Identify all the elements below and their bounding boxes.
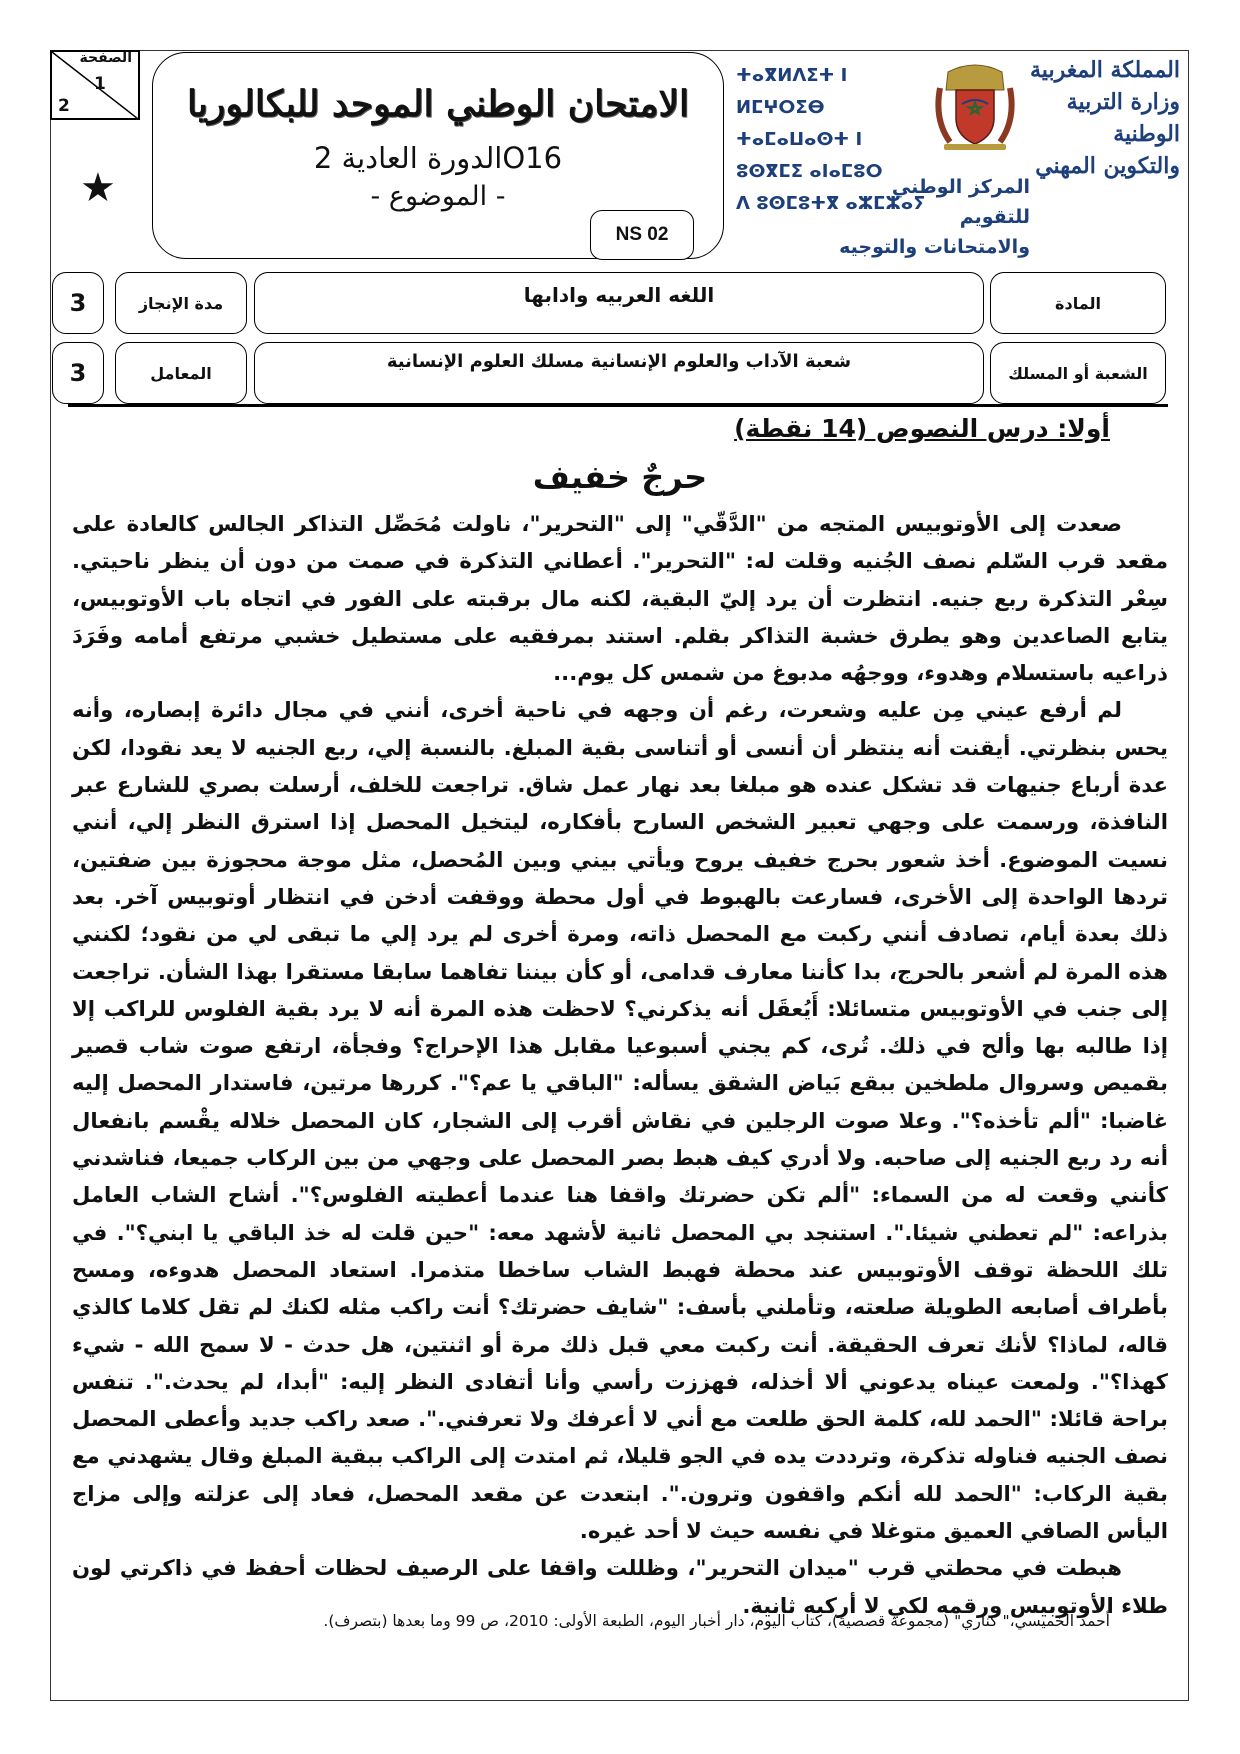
page-number: 1 bbox=[94, 74, 106, 94]
divider bbox=[68, 404, 1168, 407]
branch-value: شعبة الآداب والعلوم الإنسانية مسلك العلوم الإنسانية bbox=[254, 342, 984, 404]
tifinagh-line: ⴷ ⵓⵙⵎⵓⵜⴳ ⴰⵣⵎⵣⴰⵢ bbox=[736, 193, 926, 214]
center-name bbox=[820, 172, 1030, 262]
exam-title: الامتحان الوطني الموحد للبكالوريا bbox=[186, 83, 690, 125]
subject-label: المادة bbox=[990, 272, 1166, 334]
ministry-line: المملكة المغربية bbox=[1030, 57, 1180, 83]
center-line: المركز الوطني للتقويم bbox=[891, 176, 1030, 228]
star-icon: ★ bbox=[80, 165, 116, 211]
story-text bbox=[72, 505, 1168, 1624]
ministry-line: وزارة التربية الوطنية bbox=[1066, 89, 1180, 147]
tifinagh-line: ⵜⴰⵎⴰⵡⴰⵙⵜ ⵏ ⵓⵙⴳⵎⵉ ⴰⵏⴰⵎⵓⵔ bbox=[736, 129, 883, 182]
exam-session: الدورة العادية 2O16 bbox=[313, 141, 563, 175]
branch-label: الشعبة أو المسلك bbox=[990, 342, 1166, 404]
page-label: الصفحة bbox=[79, 50, 132, 66]
text-title: حرجٌ خفيف bbox=[532, 458, 708, 496]
source-citation: أحمد الخميسي،" كناري" (مجموعة قصصية)، كتاب اليوم، دار أخبار اليوم، الطبعة الأولى: 2010، ص 99 وما بعدها (بتصرف). bbox=[323, 1612, 1110, 1630]
coat-of-arms-icon bbox=[930, 60, 1020, 152]
ministry-name bbox=[1020, 54, 1180, 182]
page-total: 2 bbox=[58, 96, 70, 116]
exam-code: NS 02 bbox=[590, 210, 694, 260]
center-line: والامتحانات والتوجيه bbox=[839, 236, 1030, 258]
duration-label: مدة الإنجاز bbox=[115, 272, 247, 334]
duration-value: 3 bbox=[52, 272, 104, 334]
section-heading: أولا: درس النصوص (14 نقطة) bbox=[734, 414, 1110, 443]
paragraph: هبطت في محطتي قرب "ميدان التحرير"، وظللت واقفا على الرصيف لحظات أحفظ في ذاكرتي لون طلاء الأوتوبيس ورقمه لكي لا أركبه ثانية. bbox=[72, 1555, 1168, 1618]
tifinagh-line: ⵜⴰⴳⵍⴷⵉⵜ ⵏ ⵍⵎⵖⵔⵉⴱ bbox=[736, 65, 848, 118]
subject-value: اللغه العربيه وادابها bbox=[254, 272, 984, 334]
exam-subject-label: - الموضوع - bbox=[370, 181, 506, 212]
ministry-line: والتكوين المهني bbox=[1035, 153, 1180, 179]
coefficient-value: 3 bbox=[52, 342, 104, 404]
paragraph: صعدت إلى الأوتوبيس المتجه من "الدَّقّي" إلى "التحرير"، ناولت مُحَصِّل التذاكر الجالس كالعادة على مقعد قرب السّلم نصف الجُنيه وقلت له: "التحرير". أعطاني التذكرة في صمت من دون أن ينظر ناحيتي. سِعْر التذكرة ربع جنيه. انتظرت أن يرد إليّ البقية، لكنه مال برقبته على الفور في اتجاه باب الأوتوبيس، يتابع الصاعدين وهو يطرق خشبة التذاكر بقلم. استند بمرفقيه على مستطيل خشبي مرتفع أمامه وفَرَدَ ذراعيه باستسلام وهدوء، ووجهُه مدبوغ من شمس كل يوم... bbox=[72, 511, 1168, 686]
paragraph: لم أرفع عيني مِن عليه وشعرت، رغم أن وجهه في ناحية أخرى، أنني في مجال دائرة إبصاره، وأنه يحس بنظرتي. أيقنت أنه ينتظر أن أنسى أو أتناسى بقية المبلغ. بالنسبة إلي، ربع الجنيه لا يعد نقودا، لكن عدة أرباع جنيهات قد تشكل عنده هو مبلغا بعد نهار عمل شاق. تراجعت للخلف، أرسلت بصري للشارع عبر النافذة، ورسمت على وجهي تعبير الشخص السارح بأفكاره، ليتخيل المحصل إذا استرق النظر إلي، أنني نسيت الموضوع. أخذ شعور بحرج خفيف يروح ويأتي بيني وبين المُحصل، مثل موجة محجوزة بين ضفتين، تردها الواحدة إلى الأخرى، فسارعت بالهبوط في أول محطة ووقفت أدخن في انتظار أوتوبيس آخر. بعد ذلك بعدة أيام، تصادف أنني ركبت مع المحصل ذاته، ومرة أخرى لم يرد إلي ما تبقى لي من نقود؛ لكنني هذه المرة لم أشعر بالحرج، بدا كأننا معارف قدامى، أو كأن بيننا تفاهما سابقا مستقرا بهذا الشأن. تراجعت إلى جنب في الأوتوبيس متسائلا: أَيُعقَل أنه يذكرني؟ لاحظت هذه المرة أنه لا يرد بقية الفلوس للراكب إلا إذا طالبه بها وألح في ذلك. تُرى، كم يجني أسبوعيا مقابل هذا الإحراج؟ وفجأة، ارتفع صوت شاب قصير بقميص وسروال ملطخين ببقع بَياض الشقق يسأله: "الباقي يا عم؟". كررها مرتين، فاستدار المحصل إليه غاضبا: "ألم تأخذه؟". وعلا صوت الرجلين في نقاش أقرب إلى الشجار، كان المحصل خلاله يقْسم بانفعال أنه رد ربع الجنيه إلى صاحبه. ولا أدري كيف هبط بصر المحصل على وجهي من بين الركاب جميعا، فناشدني كأنني وقعت له من السماء: "ألم تكن حضرتك واقفا هنا عندما أعطيته الفلوس؟". أشاح الشاب العامل بذراعه: "لم تعطني شيئا.". استنجد بي المحصل ثانية لأشهد معه: "حين قلت له خذ الباقي يا ابني؟". في تلك اللحظة توقف الأوتوبيس عند محطة فهبط الشاب ساخطا متذمرا. استعاد المحصل هدوءه، ومسح بأطراف أصابعه الطويلة صلعته، وتأملني بأسف: "شايف حضرتك؟ أنت راكب مثله لكنك لم تقل كلاما كالذي قاله، لماذا؟ لأنك تعرف الحقيقة. أنت ركبت معي قبل ذلك مرة أو اثنتين، هل حدث - لا سمح الله - شيء كهذا؟". ولمعت عيناه يدعوني ألا أخذله، فهززت رأسي وأنا أتفادى النظر إليه: "أبدا، لم يحدث.". تنفس براحة قائلا: "الحمد لله، كلمة الحق طلعت مع أني لا أعرفك ولا تعرفني.". صعد راكب جديد وأعطى المحصل نصف الجنيه فناوله تذكرة، وترددت يده في الجو قليلا، ثم امتدت إلى الراكب ببقية المبلغ وقال يشهدني مع بقية الركاب: "الحمد لله أنكم واقفون وترون.". ابتعدت عن مقعد المحصل، فعاد إلى عزلته وإلى مزاج اليأس الصافي العميق متوغلا في نفسه حيث لا أحد غيره. bbox=[72, 697, 1168, 1544]
coefficient-label: المعامل bbox=[115, 342, 247, 404]
page-number-box bbox=[50, 50, 140, 120]
